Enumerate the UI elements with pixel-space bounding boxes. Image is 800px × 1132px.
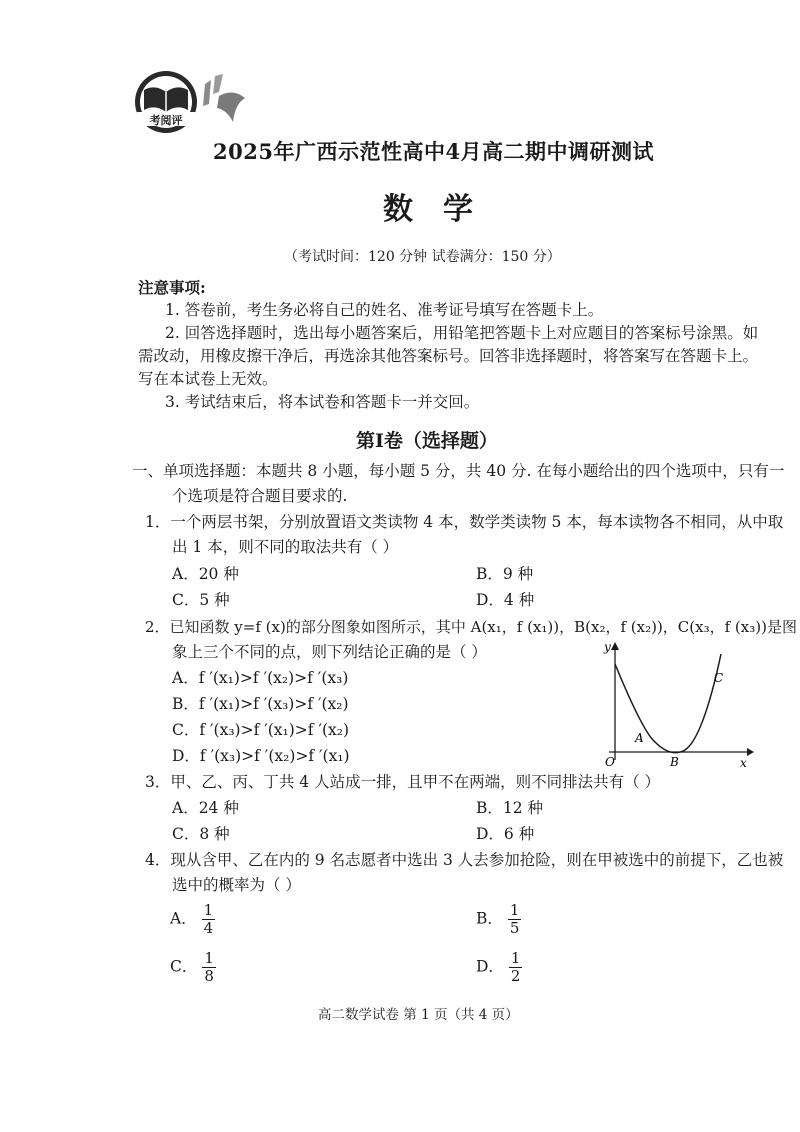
question-4-option-a <box>170 902 215 937</box>
question-1-option-c: C．5 种 <box>172 591 230 609</box>
question-2-option-a: A．f ′(x₁)>f ′(x₂)>f ′(x₃) <box>172 669 349 687</box>
exam-title: 2025年广西示范性高中4月高二期中调研测试 <box>213 139 655 164</box>
question-2-option-c: C．f ′(x₃)>f ′(x₁)>f ′(x₂) <box>172 721 350 739</box>
page-footer: 高二数学试卷 第 1 页（共 4 页） <box>318 1007 519 1023</box>
question-3-option-a: A．24 种 <box>172 799 239 817</box>
point-a-label: A <box>635 731 644 745</box>
fraction-numerator: 1 <box>204 949 214 967</box>
fraction <box>509 950 523 985</box>
point-b-label: B <box>670 755 679 769</box>
note-line: 写在本试卷上无效。 <box>138 370 278 388</box>
fraction-numerator: 1 <box>203 901 214 919</box>
logo <box>133 70 263 134</box>
question-2-stem: 2．已知函数 y=f (x)的部分图象如图所示，其中 A(x₁，f (x₁))，B(x₂，f (x₂))，C(x₃，f (x₃))是图 <box>145 618 797 636</box>
y-axis-arrow-icon <box>611 642 619 650</box>
question-4-stem: 选中的概率为（ ） <box>172 876 301 894</box>
note-line: 2. 回答选择题时，选出每小题答案后，用铅笔把答题卡上对应题目的答案标号涂黑。如 <box>165 324 759 342</box>
question-1-stem: 出 1 本，则不同的取法共有（ ） <box>172 538 399 556</box>
fraction-denominator: 4 <box>203 919 214 937</box>
note-line: 需改动，用橡皮擦干净后，再选涂其他答案标号。回答非选择题时，将答案写在答题卡上。 <box>138 347 759 365</box>
part1-title: 第Ⅰ卷（选择题） <box>356 430 498 452</box>
question-1-option-b: B．9 种 <box>476 565 534 583</box>
question-2-option-d: D．f ′(x₃)>f ′(x₂)>f ′(x₁) <box>172 747 350 765</box>
fraction-denominator: 2 <box>510 967 521 985</box>
fraction <box>202 950 216 985</box>
note-line: 3. 考试结束后，将本试卷和答题卡一并交回。 <box>165 393 480 411</box>
fraction <box>508 902 522 937</box>
section-instruction: 个选项是符合题目要求的. <box>172 487 348 505</box>
point-c-label: C <box>714 671 724 685</box>
fraction-denominator: 5 <box>509 919 520 937</box>
question-3-stem: 3．甲、乙、丙、丁共 4 人站成一排，且甲不在两端，则不同排法共有（ ） <box>145 773 661 791</box>
question-4-option-d <box>476 950 522 985</box>
subject-title: 数学 <box>383 192 503 227</box>
origin-label: O <box>605 755 615 769</box>
question-1-stem: 1．一个两层书架，分别放置语文类读物 4 本，数学类读物 5 本，每本读物各不相同，从中取 <box>145 513 784 531</box>
question-3-option-b: B．12 种 <box>476 799 544 817</box>
x-axis-label: x <box>740 756 747 770</box>
y-axis-label: y <box>604 640 611 654</box>
option-letter: B． <box>476 909 503 928</box>
fraction-denominator: 8 <box>204 967 214 985</box>
fraction-numerator: 1 <box>509 901 520 919</box>
question-1-option-d: D．4 种 <box>476 591 535 609</box>
option-letter: A． <box>170 909 197 928</box>
question-4-stem: 4．现从含甲、乙在内的 9 名志愿者中选出 3 人去参加抢险，则在甲被选中的前提下，乙也被 <box>145 851 784 869</box>
exam-info: （考试时间：120 分钟 试卷满分：150 分） <box>284 249 561 265</box>
book-logo-icon <box>133 70 263 134</box>
fraction-numerator: 1 <box>510 949 521 967</box>
question-3-option-d: D．6 种 <box>476 825 535 843</box>
question-1-option-a: A．20 种 <box>172 565 239 583</box>
section-instruction: 一、单项选择题：本题共 8 小题，每小题 5 分，共 40 分. 在每小题给出的四个选项中，只有一 <box>132 462 785 480</box>
x-axis-arrow-icon <box>747 748 754 756</box>
question-2-option-b: B．f ′(x₁)>f ′(x₃)>f ′(x₂) <box>172 695 349 713</box>
question-2-graph <box>595 636 760 776</box>
question-4-option-b <box>476 902 521 937</box>
logo-seal-text: 考阅评 <box>149 114 183 127</box>
option-letter: D． <box>476 957 504 976</box>
note-line: 1. 答卷前，考生务必将自己的姓名、准考证号填写在答题卡上。 <box>165 301 604 319</box>
notes-heading: 注意事项: <box>138 278 206 297</box>
option-letter: C． <box>170 957 198 976</box>
fraction <box>202 902 216 937</box>
question-3-option-c: C．8 种 <box>172 825 230 843</box>
function-curve <box>615 654 724 753</box>
question-4-option-c <box>170 950 216 985</box>
question-2-stem: 象上三个不同的点，则下列结论正确的是（ ） <box>172 643 487 661</box>
